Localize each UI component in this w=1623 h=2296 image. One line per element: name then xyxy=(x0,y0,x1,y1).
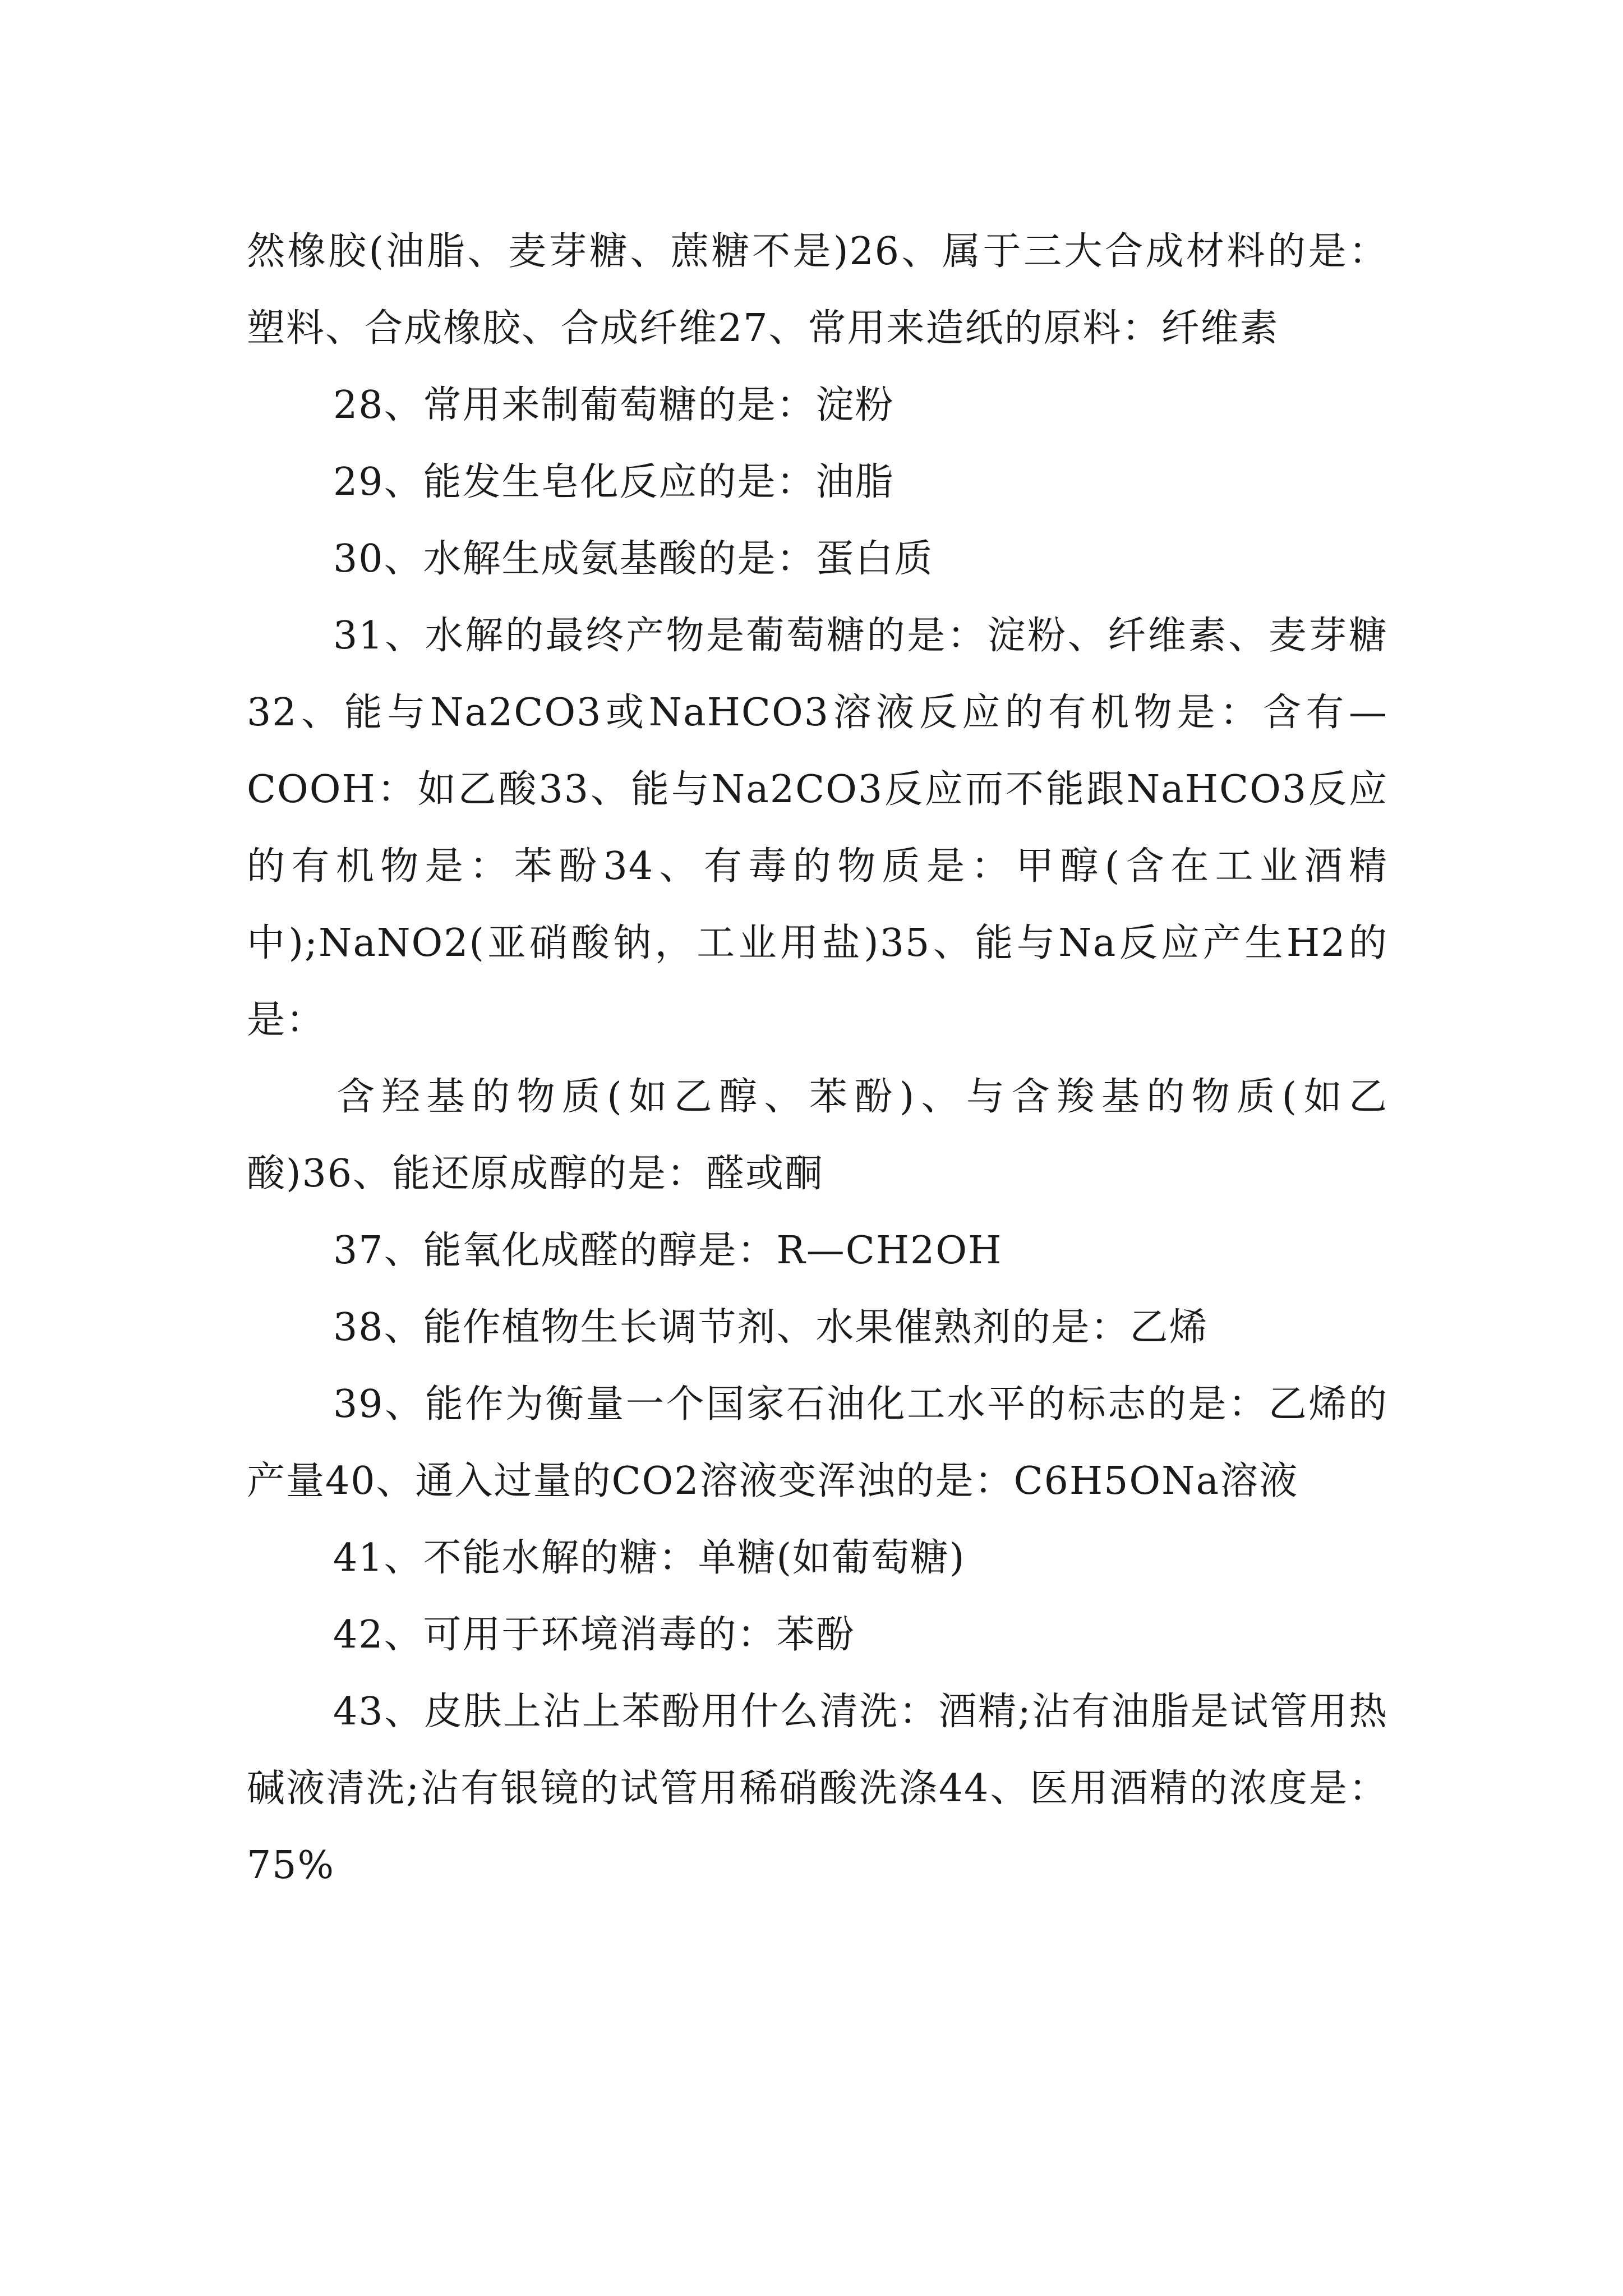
paragraph-11: 42、可用于环境消毒的：苯酚 xyxy=(333,1613,855,1657)
paragraph-3: 29、能发生皂化反应的是：油脂 xyxy=(333,460,895,504)
paragraph-12: 43、皮肤上沾上苯酚用什么清洗：酒精;沾有油脂是试管用热碱液清洗;沾有银镜的试管用稀硝酸洗涤44、医用酒精的浓度是：75% xyxy=(247,1690,1388,1888)
paragraph-7: 37、能氧化成醛的醇是：R—CH2OH xyxy=(333,1228,1003,1273)
paragraph-8: 38、能作植物生长调节剂、水果催熟剂的是：乙烯 xyxy=(333,1305,1209,1350)
paragraph-9: 39、能作为衡量一个国家石油化工水平的标志的是：乙烯的产量40、通入过量的CO2溶液变浑浊的是：C6H5ONa溶液 xyxy=(247,1382,1388,1503)
paragraph-4: 30、水解生成氨基酸的是：蛋白质 xyxy=(333,537,934,581)
paragraph-2: 28、常用来制葡萄糖的是：淀粉 xyxy=(333,383,895,427)
paragraph-1: 然橡胶(油脂、麦芽糖、蔗糖不是)26、属于三大合成材料的是：塑料、合成橡胶、合成纤维27、常用来造纸的原料：纤维素 xyxy=(247,229,1388,351)
paragraph-6: 含羟基的物质(如乙醇、苯酚)、与含羧基的物质(如乙酸)36、能还原成醇的是：醛或酮 xyxy=(247,1075,1388,1196)
paragraph-10: 41、不能水解的糖：单糖(如葡萄糖) xyxy=(333,1536,966,1580)
document-body xyxy=(247,213,1388,1904)
paragraph-5: 31、水解的最终产物是葡萄糖的是：淀粉、纤维素、麦芽糖32、能与Na2CO3或NaHCO3溶液反应的有机物是：含有—COOH：如乙酸33、能与Na2CO3反应而不能跟NaHCO3反应的有机物是：苯酚34、有毒的物质是：甲醇(含在工业酒精中);NaNO2(亚硝酸钠，工业用盐)35、能与Na反应产生H2的是： xyxy=(247,614,1388,1042)
